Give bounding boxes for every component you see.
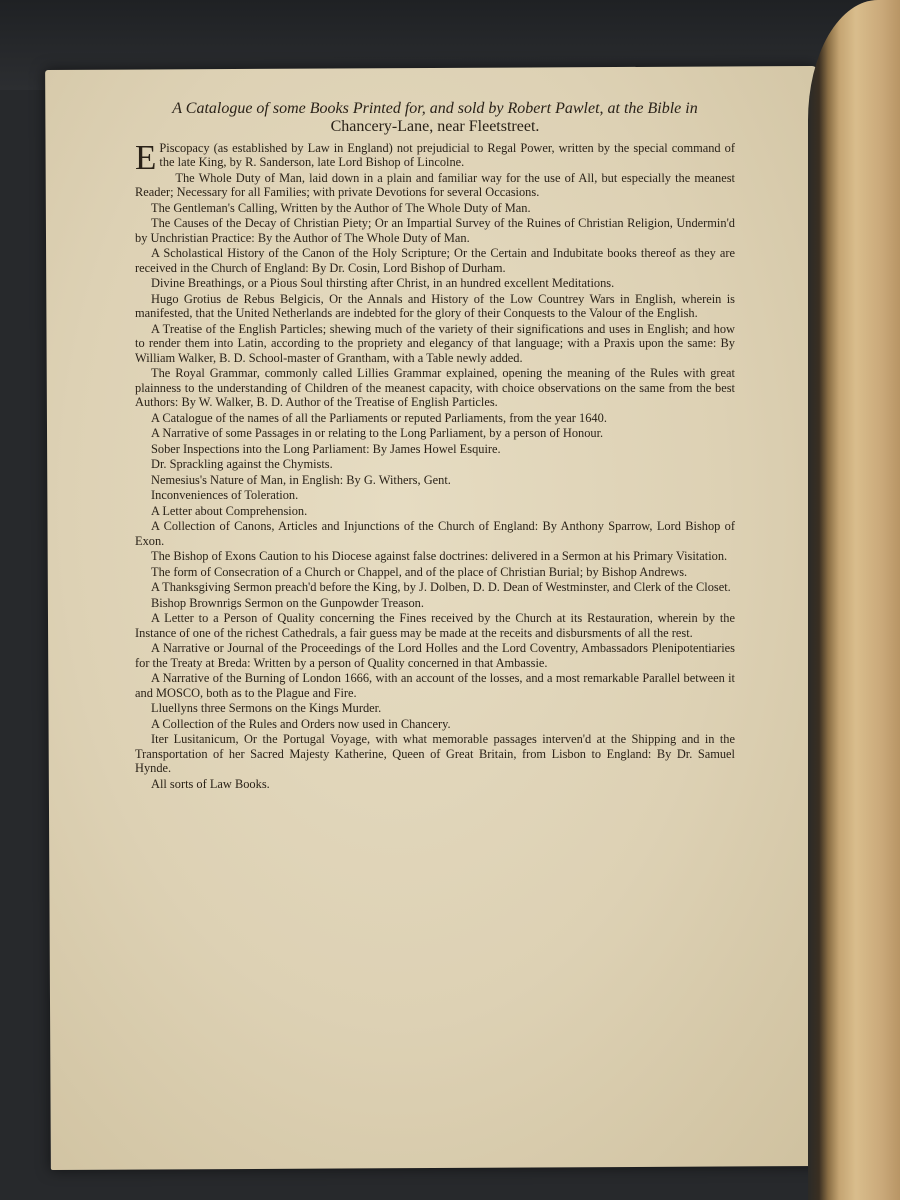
book-entry [135,641,735,670]
book-entry-text: A Scholastical History of the Canon of the Holy Scripture; Or the Certain and Indubitate books thereof as they are received in the Church of England: By Dr. Cosin, Lord Bishop of Durham. [135,246,735,275]
book-entry [135,216,735,245]
book-entry [135,366,735,410]
heading-line-1: A Catalogue of some Books Printed for, and sold by Robert Pawlet, at the Bible in [172,100,698,117]
book-entry-text: The Royal Grammar, commonly called Lillies Grammar explained, opening the meaning of the Rules with great plainness to the understanding of Children of the meanest capacity, with choice observations on the same from the best Authors: By W. Walker, B. D. Author of the Treatise of English Particles. [135,366,735,410]
drop-cap-letter: E [135,137,157,177]
book-entry-text: A Catalogue of the names of all the Parliaments or reputed Parliaments, from the year 1640. [151,410,607,425]
book-entry [135,504,735,519]
book-entry-text: The Gentleman's Calling, Written by the Author of The Whole Duty of Man. [151,200,531,215]
book-entry [135,549,735,564]
book-entry-text: A Letter to a Person of Quality concerning the Fines received by the Church at its Restauration, wherein by the Instance of one of the richest Cathedrals, a fair guess may be made at the receits and disbursments of all the rest. [135,611,735,640]
facing-page-edge [808,0,900,1200]
book-entry-text: A Letter about Comprehension. [151,503,308,518]
book-entry [135,777,735,792]
book-entry-text: A Collection of Canons, Articles and Injunctions of the Church of England: By Anthony Sparrow, Lord Bishop of Exon. [135,519,735,548]
book-entry-text: A Thanksgiving Sermon preach'd before the King, by J. Dolben, D. D. Dean of Westminster, and Clerk of the Closet. [151,580,731,595]
book-entry [135,519,735,548]
catalogue-heading [135,100,735,137]
book-entry [135,201,735,216]
book-entry-text: Bishop Brownrigs Sermon on the Gunpowder Treason. [151,595,424,610]
book-entry-text: A Narrative of the Burning of London 1666, with an account of the losses, and a most remarkable Parallel between it and MOSCO, both as to the Plague and Fire. [135,671,735,700]
book-entry-text: A Narrative of some Passages in or relating to the Long Parliament, by a person of Honour. [151,426,604,441]
book-entry [135,171,735,200]
book-entry-text: Divine Breathings, or a Pious Soul thirsting after Christ, in an hundred excellent Meditations. [151,276,615,291]
book-entry [135,488,735,503]
book-entry [135,426,735,441]
book-entry [135,596,735,611]
book-entry-text: Inconveniences of Toleration. [151,488,299,503]
book-entry-text: Dr. Sprackling against the Chymists. [151,457,333,472]
book-entry-text: The Whole Duty of Man, laid down in a plain and familiar way for the use of All, but especially the meanest Reader; Necessary for all Families; with private Devotions for several Occasions. [135,170,735,200]
book-entry [135,701,735,716]
book-entry-text: Sober Inspections into the Long Parliament: By James Howel Esquire. [151,441,501,456]
book-entry [135,442,735,457]
book-entry [135,137,735,177]
book-entry-text: The form of Consecration of a Church or Chappel, and of the place of Christian Burial; by Bishop Andrews. [151,564,688,579]
book-entry [135,292,735,321]
book-entry [135,411,735,426]
book-entry [135,246,735,275]
book-entry [135,732,735,776]
book-entry-text: A Narrative or Journal of the Proceedings of the Lord Holles and the Lord Coventry, Ambassadors Plenipotentiaries for the Treaty at Breda: Written by a person of Quality concerned in that Ambassie. [135,641,735,670]
book-entry-text: The Causes of the Decay of Christian Piety; Or an Impartial Survey of the Ruines of Christian Religion, Undermin'd by Unchristian Practice: By the Author of The Whole Duty of Man. [135,216,735,245]
book-entry [135,611,735,640]
book-entry-text: Iter Lusitanicum, Or the Portugal Voyage, with what memorable passages interven'd at the Shipping and in the Transportation of her Sacred Majesty Katherine, Queen of Great Britain, from Lisbon to England: By Dr. Samuel Hynde. [135,732,735,776]
heading-line-2: Chancery-Lane, near Fleetstreet. [330,118,540,136]
book-entry [135,565,735,580]
book-entry-text: The Bishop of Exons Caution to his Diocese against false doctrines: delivered in a Sermon at his Primary Visitation. [151,549,728,564]
book-list [135,137,735,792]
book-entry-text: Piscopacy (as established by Law in England) not prejudicial to Regal Power, written by the special command of the late King, by R. Sanderson, late Lord Bishop of Lincolne. [159,140,735,170]
book-entry [135,580,735,595]
book-entry [135,671,735,700]
catalogue-text [135,100,735,792]
book-entry-text: A Collection of the Rules and Orders now used in Chancery. [151,716,451,731]
book-entry-text: Nemesius's Nature of Man, in English: By G. Withers, Gent. [151,472,451,487]
book-entry-text: All sorts of Law Books. [151,776,270,791]
book-entry [135,717,735,732]
book-entry [135,276,735,291]
book-entry-text: A Treatise of the English Particles; shewing much of the variety of their significations and uses in English; and how to render them into Latin, according to the propriety and elegancy of that language; with a Praxis upon the same: By William Walker, B. D. School-master of Grantham, with a Table newly added. [135,321,735,365]
book-entry-text: Lluellyns three Sermons on the Kings Murder. [151,701,382,716]
book-entry [135,322,735,366]
book-entry-text: Hugo Grotius de Rebus Belgicis, Or the Annals and History of the Low Countrey Wars in English, wherein is manifested, that the United Netherlands are indebted for the glory of their Conquests to the Valour of the English. [135,291,735,321]
book-entry [135,457,735,472]
book-entry [135,473,735,488]
